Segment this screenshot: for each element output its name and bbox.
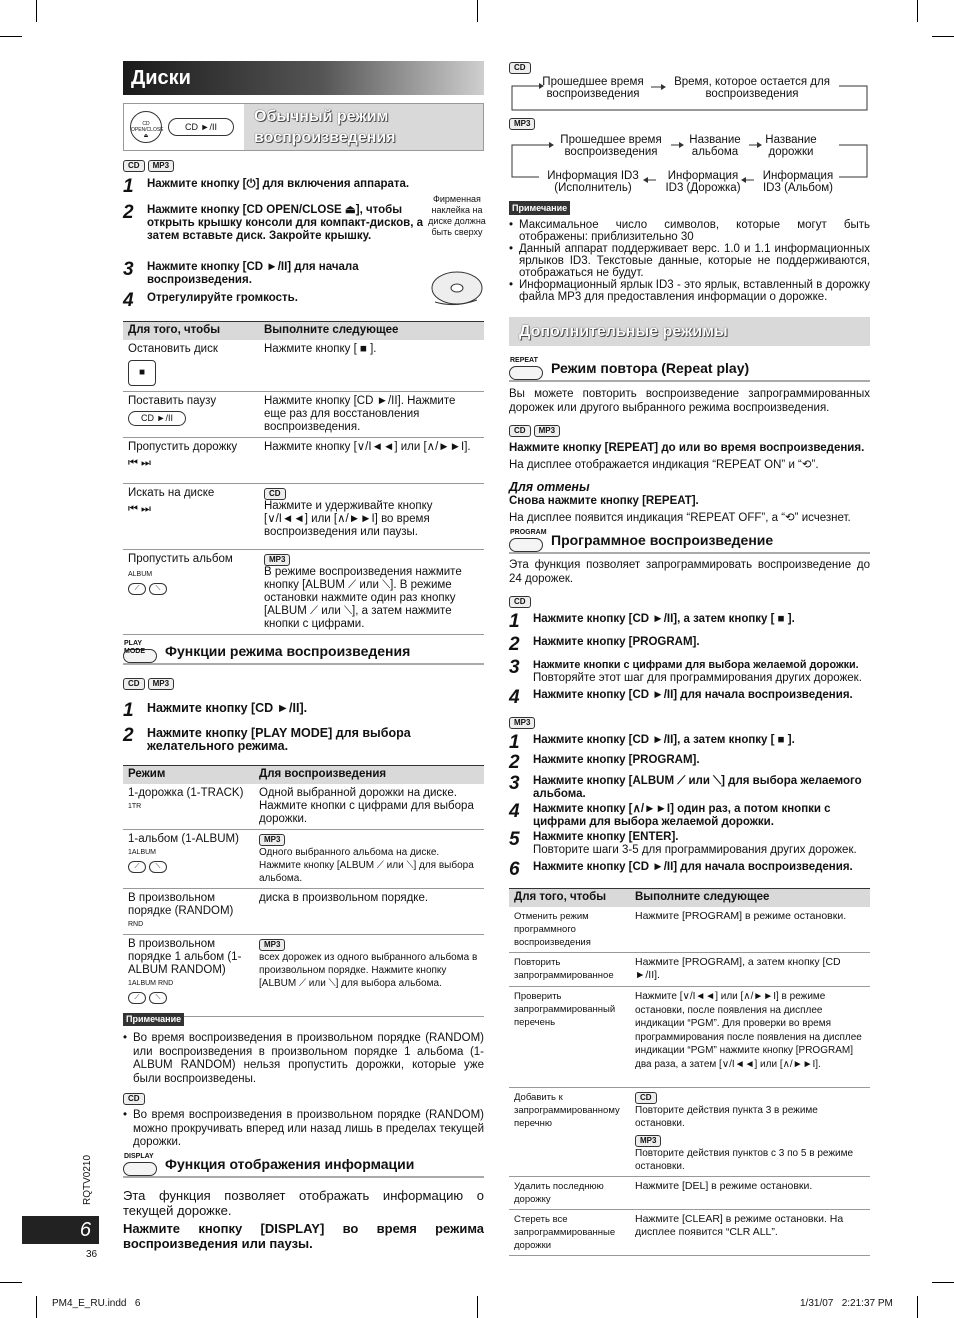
open-close-icon: CD OPEN/CLOSE ⏏ xyxy=(130,111,162,143)
table-row: 1-дорожка (1-TRACK) 1TR Одной выбранной дорожки на диске. Нажмите кнопки с цифрами для выбора дорожки. xyxy=(123,784,484,830)
badge-row: CD MP3 xyxy=(123,677,177,691)
cd-badge: CD xyxy=(123,160,145,172)
program-icon: PROGRAM xyxy=(509,538,543,552)
album-down-icon: ⟋ xyxy=(128,992,146,1004)
program-title: PROGRAM Программное воспроизведение xyxy=(509,527,870,554)
page-number: 6 xyxy=(22,1216,99,1244)
search-buttons-icon: ⏮ ⏭ xyxy=(128,503,151,516)
normal-step: 3 Нажмите кнопку [CD ►/II] для начала воспроизведения. xyxy=(123,259,359,286)
crop-mark xyxy=(932,1282,954,1283)
program-mp3-step: 6 Нажмите кнопку [CD ►/II] для начала воспроизведения. xyxy=(509,859,853,880)
badge-row: CD xyxy=(509,595,534,609)
normal-step: 4 Отрегулируйте громкость. xyxy=(123,290,298,311)
album-up-icon: ⟍ xyxy=(149,583,167,595)
playmode-step: 2 Нажмите кнопку [PLAY MODE] для выбора желательного режима. xyxy=(123,725,411,753)
cd-play-pause-icon: CD ►/II xyxy=(128,411,186,426)
playmode-note: Примечание • Во время воспроизведения в произвольном порядке (RANDOM) или воспроизведения в произвольном порядке 1 альбома (1-ALBUM RANDOM) нельзя пропустить дорожки, которые уже были воспроизведены. CD • Во время воспроизведения в произвольном порядке (RANDOM) можно прокручивать вперед или назад лишь в пределах текущей дорожки. xyxy=(123,1013,484,1150)
badge-row xyxy=(123,159,177,173)
badge-row: CD xyxy=(509,61,534,75)
skip-buttons-icon: ⏮ ⏭ xyxy=(128,457,151,470)
flow-mp3-track: Название дорожки xyxy=(765,134,817,158)
table-row: Удалить последнюю дорожку Нажмите [DEL] в режиме остановки. xyxy=(509,1177,870,1210)
table-row: В произвольном порядке 1 альбом (1-ALBUM RANDOM) 1ALBUM RND ⟋ ⟍ MP3 всех дорожек из одного выбранного альбома в произвольном порядке. Нажмите кнопку [ALBUM ⟋ или ⟍] для выбора альбома. xyxy=(123,934,484,1016)
table-row: 1-альбом (1-ALBUM) 1ALBUM ⟋ ⟍ MP3 Одного выбранного альбома на диске. Нажмите кнопку [ALBUM ⟋ или ⟍] для выбора альбома. xyxy=(123,829,484,888)
extra-section-title: Дополнительные режимы xyxy=(509,317,870,346)
display-title: DISPLAY Функция отображения информации xyxy=(123,1150,484,1178)
doc-code: RQTV0210 xyxy=(82,1154,93,1205)
badge-row: MP3 xyxy=(509,117,538,131)
cd-buttons-illustration xyxy=(124,104,244,150)
playmode-title: PLAY MODE Функции режима воспроизведения xyxy=(123,637,484,665)
table-row: Добавить к запрограммированному перечню CD Повторите действия пункта 3 в режиме остановки. MP3 Повторите действия пунктов с 3 по 5 в режиме остановки. xyxy=(509,1088,870,1177)
flow-cd-elapsed: Прошедшее время воспроизведения xyxy=(542,76,644,100)
album-down-icon: ⟋ xyxy=(128,861,146,873)
disc-insert-illustration xyxy=(425,262,487,310)
album-up-icon: ⟍ xyxy=(149,992,167,1004)
program-cd-step: 3 Нажмите кнопки с цифрами для выбора желаемой дорожки. Повторяйте этот шаг для программирования других дорожек. xyxy=(509,657,862,684)
flow-mp3-elapsed: Прошедшее время воспроизведения xyxy=(560,134,662,158)
col-header: Для того, чтобы xyxy=(123,322,259,340)
program-table: Для того, чтобы Выполните следующее Отменить режим программного воспроизведения Нажмите [PROGRAM] в режиме остановки. Повторить запрограммированное Нажмите [PROGRAM], а затем кнопку [CD ►/II]. Проверить запрограммированный перечень Нажмите [∨/I◄◄] или [∧/►►I] в режиме остановки, после появления на дисплее индикации “PGM”. Для проверки во время программирования после появления на дисплее индикации “PGM” нажмите кнопку [PROGRAM] два раза, а затем [∨/I◄◄] или [∧/►►I]. Добавить к запрограммированному перечню CD Повторите действия пункта 3 в режиме остановки. MP3 Повторите действия пунктов с 3 по 5 в режиме остановки. Удалить последнюю дорожку Нажмите [DEL] в режиме остановки. Стереть все запрограммированные дорожки Нажмите [CLEAR] в режиме остановки. На дисплее появится “CLR ALL”. xyxy=(509,888,870,1256)
flow-mp3-id3-album: Информация ID3 (Альбом) xyxy=(762,170,834,194)
flow-mp3-album: Название альбома xyxy=(689,134,741,158)
normal-section-title: Обычный режим воспроизведения xyxy=(244,104,483,150)
repeat-text: Вы можете повторить воспроизведение запрограммированных дорожек или другого выбранного режима воспроизведения. CD MP3 Нажмите кнопку [REPEAT] до или во время воспроизведения. На дисплее отображается индикация “REPEAT ON” и “⟲”. Для отмены Снова нажмите кнопку [REPEAT]. На дисплее появится индикация “REPEAT OFF”, а “⟲” исчезнет. xyxy=(509,388,870,524)
page-title: Диски xyxy=(123,61,484,95)
program-mp3-step: 2 Нажмите кнопку [PROGRAM]. xyxy=(509,752,700,773)
crop-mark xyxy=(36,1296,37,1318)
normal-step: 1 Нажмите кнопку [⏻] для включения аппарата. xyxy=(123,176,410,197)
normal-table xyxy=(123,321,484,635)
mp3-badge: MP3 xyxy=(148,160,174,172)
repeat-icon: REPEAT xyxy=(509,366,543,380)
table-row: Проверить запрограммированный перечень Нажмите [∨/I◄◄] или [∧/►►I] в режиме остановки, после появления на дисплее индикации “PGM”. Для проверки во время программирования после появления на дисплее индикации “PGM” нажмите кнопку [PROGRAM] два раза, а затем [∨/I◄◄] или [∧/►►I]. xyxy=(509,987,870,1088)
crop-mark xyxy=(0,36,22,37)
page-sub-number: 36 xyxy=(86,1249,98,1260)
flow-mp3-id3-artist: Информация ID3 (Исполнитель) xyxy=(547,170,639,194)
table-row: Стереть все запрограммированные дорожки Нажмите [CLEAR] в режиме остановки. На дисплее появится “CLR ALL”. xyxy=(509,1210,870,1256)
crop-mark xyxy=(36,0,37,22)
crop-mark xyxy=(477,0,478,22)
crop-mark xyxy=(0,1282,22,1283)
program-mp3-step: 5 Нажмите кнопку [ENTER]. Повторите шаги 3-5 для программирования других дорожек. xyxy=(509,829,857,856)
program-cd-step: 2 Нажмите кнопку [PROGRAM]. xyxy=(509,634,700,655)
table-row: Остановить диск ■ Нажмите кнопку [ ■ ]. xyxy=(123,340,484,392)
display-icon: DISPLAY xyxy=(123,1162,157,1176)
normal-header xyxy=(123,103,484,151)
disc-note: Фирменная наклейка на диске должна быть сверху xyxy=(428,194,486,237)
album-up-icon: ⟍ xyxy=(149,861,167,873)
program-mp3-step: 3 Нажмите кнопку [ALBUM ⟋ или ⟍] для выбора желаемого альбома. xyxy=(509,773,862,800)
cd-play-icon: CD ►/II xyxy=(168,118,234,136)
table-row: Пропустить альбом ALBUM ⟋ ⟍ MP3 В режиме воспроизведения нажмите кнопку [ALBUM ⟋ или ⟍]. В режиме остановки нажмите один раз кнопку [ALBUM ⟋ или ⟍], а затем нажмите кнопки с цифрами. xyxy=(123,550,484,635)
album-buttons-icon: ALBUM xyxy=(128,571,153,579)
table-row: Повторить запрограммированное Нажмите [PROGRAM], а затем кнопку [CD ►/II]. xyxy=(509,953,870,987)
playmode-table: Режим Для воспроизведения 1-дорожка (1-TRACK) 1TR Одной выбранной дорожки на диске. Нажмите кнопки с цифрами для выбора дорожки. 1-альбом (1-ALBUM) 1ALBUM ⟋ ⟍ MP3 Одного выбранного альбома на диске. Нажмите кнопку [ALBUM ⟋ или ⟍] для выбора альбома. В произвольном порядке (RANDOM) RND диска в произвольном порядке. В произвольном порядке 1 альбом (1-ALBUM RANDOM) 1ALBUM RND ⟋ ⟍ MP3 всех дорожек из одного выбранного альбома в произвольном порядке. Нажмите кнопку [ALBUM ⟋ или ⟍] для выбора альбома. xyxy=(123,765,484,1017)
col-header: Выполните следующее xyxy=(259,322,484,340)
table-row: Искать на диске ⏮ ⏭ CD Нажмите и удерживайте кнопку [∨/I◄◄] или [∧/►►I] во время воспроизведения или паузы. xyxy=(123,484,484,550)
flow-mp3-id3-track: Информация ID3 (Дорожка) xyxy=(665,170,741,194)
program-intro: Эта функция позволяет запрограммировать воспроизведение до 24 дорожек. xyxy=(509,559,870,585)
footer-date: 1/31/07 2:21:37 PM xyxy=(800,1298,893,1309)
crop-mark xyxy=(932,36,954,37)
program-cd-step: 1 Нажмите кнопку [CD ►/II], а затем кнопку [ ■ ]. xyxy=(509,611,795,632)
playmode-step: 1 Нажмите кнопку [CD ►/II]. xyxy=(123,700,308,721)
program-mp3-step: 4 Нажмите кнопку [∧/►►I] один раз, а потом кнопки с цифрами для выбора желаемой дорожки. xyxy=(509,801,831,828)
program-cd-step: 4 Нажмите кнопку [CD ►/II] для начала воспроизведения. xyxy=(509,687,853,708)
id3-note: Примечание • Максимальное число символов, которые могут быть отображены: приблизительно 30 • Данный аппарат поддерживает верс. 1.0 и 1.1 информационных ярлыков ID3. Текстовые данные, которые не поддерживаются, отображаться не будут. • Информационный ярлык ID3 - это ярлык, вставленный в дорожку файла MP3 для предоставления информации о дорожке. xyxy=(509,201,870,303)
table-row: Поставить паузу CD ►/II Нажмите кнопку [CD ►/II]. Нажмите еще раз для восстановления воспроизведения. xyxy=(123,392,484,438)
footer-file: PM4_E_RU.indd 6 xyxy=(52,1298,141,1309)
flow-cd-remaining: Время, которое остается для воспроизведения xyxy=(674,76,830,100)
crop-mark xyxy=(477,1296,478,1318)
table-row: Пропустить дорожку ⏮ ⏭ Нажмите кнопку [∨/I◄◄] или [∧/►►I]. xyxy=(123,438,484,484)
crop-mark xyxy=(917,1296,918,1318)
program-mp3-step: 1 Нажмите кнопку [CD ►/II], а затем кнопку [ ■ ]. xyxy=(509,732,795,753)
badge-row: MP3 xyxy=(509,716,538,730)
table-row: В произвольном порядке (RANDOM) RND диска в произвольном порядке. xyxy=(123,888,484,934)
stop-button-icon: ■ xyxy=(128,360,156,386)
repeat-title: REPEAT Режим повтора (Repeat play) xyxy=(509,355,870,382)
normal-step: 2 Нажмите кнопку [CD OPEN/CLOSE ⏏], чтобы открыть крышку консоли для компакт-дисков, а затем вставьте диск. Закройте крышку. xyxy=(123,202,423,242)
crop-mark xyxy=(917,0,918,22)
album-down-icon: ⟋ xyxy=(128,583,146,595)
table-row: Отменить режим программного воспроизведения Нажмите [PROGRAM] в режиме остановки. xyxy=(509,907,870,953)
play-mode-icon: PLAY MODE xyxy=(123,649,157,663)
display-text: Эта функция позволяет отображать информацию о текущей дорожке. Нажмите кнопку [DISPLAY] во время режима воспроизведения или паузы. xyxy=(123,1188,484,1251)
